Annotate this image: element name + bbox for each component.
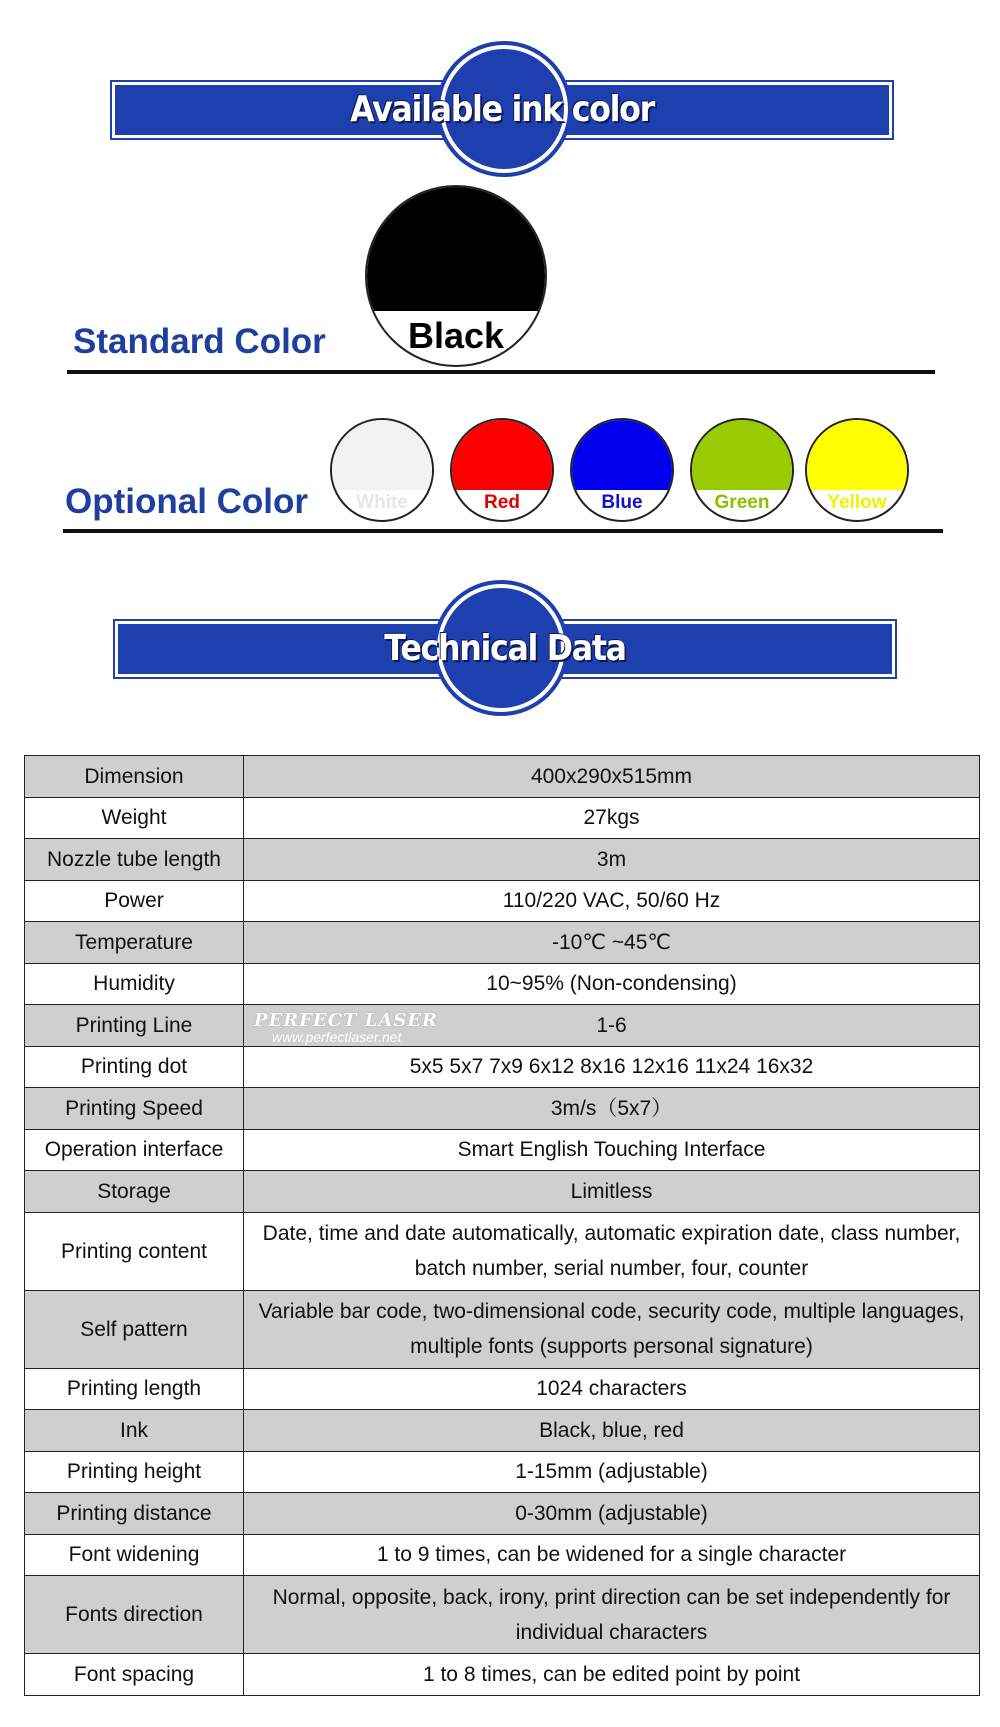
table-row [25,1451,980,1493]
swatch-fill [367,187,545,311]
spec-value: Date, time and date automatically, automatic expiration date, class number, batch number, serial number, four, counter [244,1212,980,1290]
spec-value: 1024 characters [244,1368,980,1410]
swatch-label: Blue [601,492,643,513]
table-row [25,922,980,964]
table-row [25,797,980,839]
optional-color-swatch-white [330,418,434,522]
optional-color-swatch-yellow [805,418,909,522]
swatch-fill [807,420,907,490]
banner-title: Available ink color [350,89,654,130]
spec-value: 400x290x515mm [244,756,980,798]
table-row [25,1290,980,1368]
table-row [25,1534,980,1576]
table-row [25,1654,980,1696]
spec-key: Weight [25,797,244,839]
optional-divider [63,529,943,533]
table-row [25,1576,980,1654]
spec-value: 110/220 VAC, 50/60 Hz [244,880,980,922]
spec-key: Font spacing [25,1654,244,1696]
table-row [25,1088,980,1130]
table-row [25,1129,980,1171]
spec-value: -10℃ ~45℃ [244,922,980,964]
optional-color-swatch-red [450,418,554,522]
table-row [25,1368,980,1410]
spec-key: Ink [25,1410,244,1452]
spec-value: 1-15mm (adjustable) [244,1451,980,1493]
spec-value: 27kgs [244,797,980,839]
standard-color-label: Standard Color [73,322,326,361]
spec-key: Fonts direction [25,1576,244,1654]
spec-value: 1-6 [244,1005,980,1047]
spec-value: Smart English Touching Interface [244,1129,980,1171]
swatch-fill [572,420,672,490]
spec-value: 1 to 9 times, can be widened for a single character [244,1534,980,1576]
table-row [25,1212,980,1290]
table-row [25,963,980,1005]
watermark-brand: PERFECT LASER [254,1010,438,1031]
technical-data-table [24,755,980,1696]
spec-key: Operation interface [25,1129,244,1171]
technical-data-banner [0,584,1000,714]
swatch-label: Red [484,492,520,513]
banner-title: Technical Data [384,628,626,669]
spec-key: Humidity [25,963,244,1005]
spec-value: 3m/s（5x7） [244,1088,980,1130]
optional-color-swatch-green [690,418,794,522]
spec-value: Black, blue, red [244,1410,980,1452]
spec-key: Printing Speed [25,1088,244,1130]
spec-key: Self pattern [25,1290,244,1368]
table-row [25,1171,980,1213]
spec-key: Dimension [25,756,244,798]
table-row [25,1005,980,1047]
spec-key: Power [25,880,244,922]
spec-key: Printing dot [25,1046,244,1088]
spec-key: Printing distance [25,1493,244,1535]
spec-key: Nozzle tube length [25,839,244,881]
swatch-label: Green [714,492,770,513]
standard-divider [67,370,935,374]
spec-key: Printing height [25,1451,244,1493]
spec-value: 5x5 5x7 7x9 6x12 8x16 12x16 11x24 16x32 [244,1046,980,1088]
watermark-url: www.perfectlaser.net [272,1029,402,1045]
swatch-fill [332,420,432,490]
spec-value: 10~95% (Non-condensing) [244,963,980,1005]
spec-value: Variable bar code, two-dimensional code, security code, multiple languages, multiple fonts (supports personal signature) [244,1290,980,1368]
spec-value: Normal, opposite, back, irony, print direction can be set independently for individual characters [244,1576,980,1654]
spec-key: Printing Line [25,1005,244,1047]
swatch-label: Yellow [827,492,887,513]
standard-color-swatch-black [365,185,547,367]
swatch-label: White [356,492,408,513]
spec-key: Printing content [25,1212,244,1290]
table-row [25,839,980,881]
table-row [25,1410,980,1452]
spec-key: Printing length [25,1368,244,1410]
table-row [25,1493,980,1535]
swatch-fill [452,420,552,490]
spec-value: Limitless [244,1171,980,1213]
ink-color-banner [0,45,1000,175]
spec-value: 0-30mm (adjustable) [244,1493,980,1535]
swatch-label: Black [407,315,505,356]
optional-color-swatch-blue [570,418,674,522]
spec-key: Temperature [25,922,244,964]
spec-value: 3m [244,839,980,881]
swatch-fill [692,420,792,490]
table-row [25,1046,980,1088]
table-row [25,880,980,922]
optional-color-label: Optional Color [65,482,309,521]
spec-value: 1 to 8 times, can be edited point by point [244,1654,980,1696]
spec-key: Font widening [25,1534,244,1576]
spec-key: Storage [25,1171,244,1213]
table-row [25,756,980,798]
